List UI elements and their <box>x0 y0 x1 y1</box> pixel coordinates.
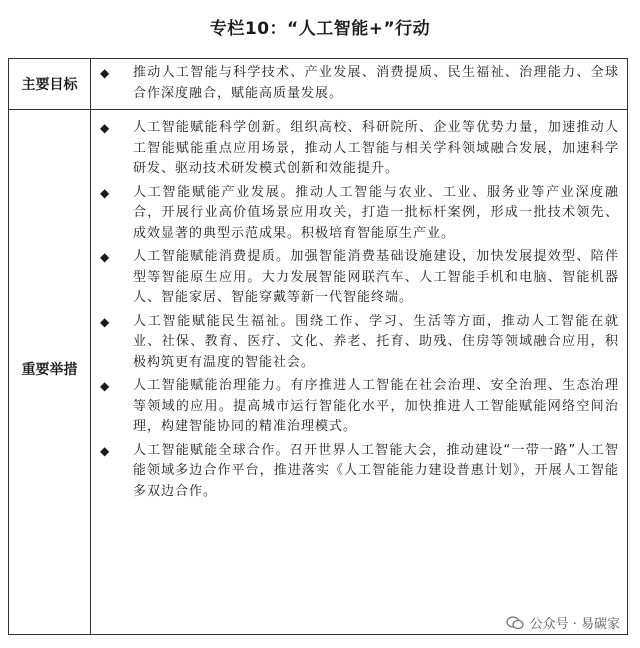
watermark-text: 公众号 · 易碳家 <box>529 617 620 632</box>
measures-list <box>93 118 619 505</box>
page-title: 专栏10：“人工智能+”行动 <box>209 19 431 39</box>
measure-item <box>93 183 619 245</box>
measure-item <box>93 118 619 180</box>
measure-text: 人工智能赋能治理能力。有序推进人工智能在社会治理、安全治理、生态治理等领域的应用。提高城市运行智能化水平，加快推进人工智能赋能网络空间治理，构建智能协同的精准治理模式。 <box>133 378 619 434</box>
measure-item <box>93 441 619 503</box>
measures-label: 重要举措 <box>21 362 78 378</box>
wechat-icon <box>506 616 524 630</box>
diamond-bullet-icon: ◆ <box>100 314 111 329</box>
goal-text-content: 推动人工智能与科学技术、产业发展、消费提质、民生福祉、治理能力、全球合作深度融合，赋能高质量发展。 <box>133 65 619 101</box>
measure-text: 人工智能赋能科学创新。组织高校、科研院所、企业等优势力量，加速推动人工智能赋能重点应用场景，推动人工智能与相关学科领域融合发展，加速科学研发、驱动技术研发模式创新和效能提升。 <box>133 120 619 176</box>
diamond-bullet-icon: ◆ <box>100 250 111 264</box>
diamond-bullet-icon: ◆ <box>100 185 111 200</box>
column-divider <box>90 59 91 634</box>
measure-text: 人工智能赋能民生福祉。围绕工作、学习、生活等方面，推动人工智能在就业、社保、教育、医疗、文化、养老、托育、助残、住房等领域融合应用，积极构筑更有温度的智能社会。 <box>133 313 619 370</box>
diamond-bullet-icon: ◆ <box>100 379 111 393</box>
measure-text: 人工智能赋能产业发展。推动人工智能与农业、工业、服务业等产业深度融合，开展行业高价值场景应用攻关，打造一批标杆案例，形成一批技术领先、成效显著的典型示范成果。积极培育智能原生产业。 <box>133 184 619 241</box>
diamond-bullet-icon: ◆ <box>100 66 111 80</box>
measure-item <box>93 247 619 309</box>
measure-item <box>93 312 619 374</box>
diamond-bullet-icon: ◆ <box>100 121 111 135</box>
goal-text <box>93 63 619 104</box>
measure-text: 人工智能赋能全球合作。召开世界人工智能大会，推动建设“一带一路”人工智能领域多边合作平台，推进落实《人工智能能力建设普惠计划》，开展人工智能多双边合作。 <box>133 442 619 499</box>
goal-label: 主要目标 <box>21 77 78 93</box>
goal-row <box>93 63 619 104</box>
row-divider <box>9 109 627 110</box>
measure-text: 人工智能赋能消费提质。加强智能消费基础设施建设，加快发展提效型、陪伴型等智能原生应用。大力发展智能网联汽车、人工智能手机和电脑、智能机器人、智能家居、智能穿戴等新一代智能终端。 <box>133 249 619 305</box>
diamond-bullet-icon: ◆ <box>100 443 111 458</box>
measure-item <box>93 376 619 438</box>
content-table <box>8 58 628 635</box>
watermark <box>506 613 620 632</box>
